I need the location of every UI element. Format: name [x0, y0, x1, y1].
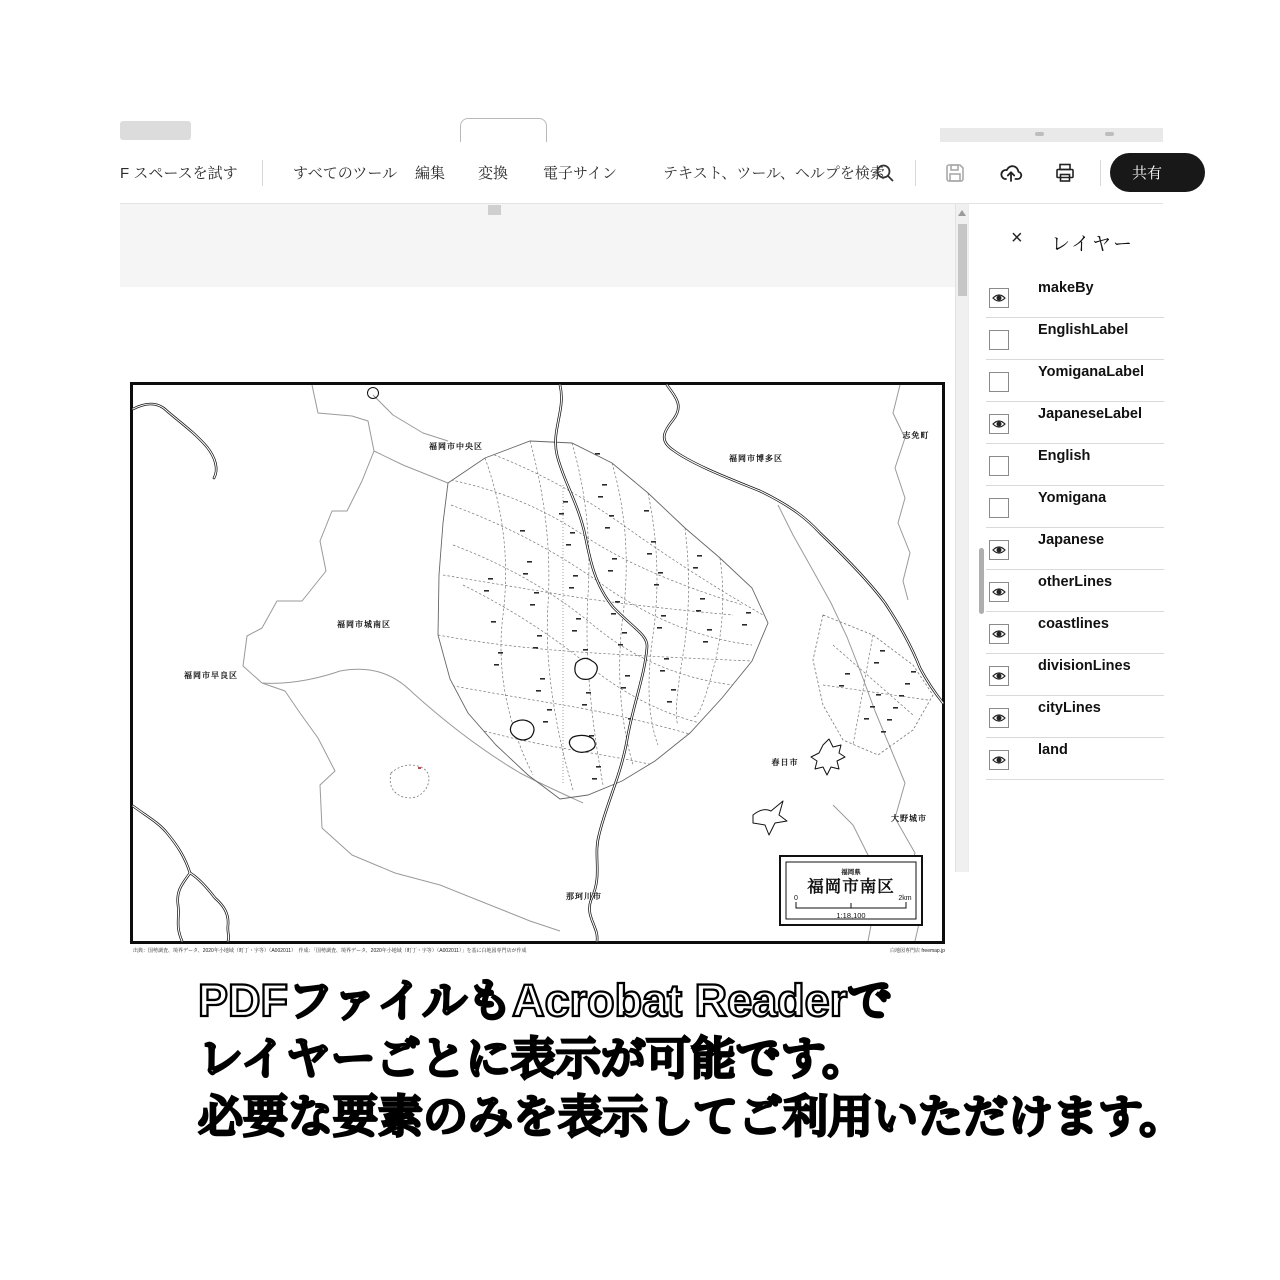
layer-visibility-checkbox[interactable]	[989, 708, 1009, 728]
layer-label: land	[1038, 742, 1068, 758]
eye-icon	[992, 713, 1006, 723]
layer-row-otherLines[interactable]	[969, 570, 1164, 612]
label-shime-town: 志免町	[902, 431, 930, 440]
layer-visibility-checkbox[interactable]	[989, 456, 1009, 476]
search-icon[interactable]	[868, 156, 902, 190]
layer-visibility-checkbox[interactable]	[989, 750, 1009, 770]
map-legend	[780, 856, 922, 925]
map-attribution-left: 出典：国勢調査、境界データ、2020年小地域（町丁・字等）（A002011） 作成：「国勢調査、境界データ、2020年小地域（町丁・字等）（A002011）」を基に白地図専門店が作成	[133, 948, 527, 954]
layer-row-makeBy[interactable]	[969, 276, 1164, 318]
eye-icon	[992, 587, 1006, 597]
layer-row-Yomigana[interactable]	[969, 486, 1164, 528]
print-icon[interactable]	[1048, 156, 1082, 190]
document-pane	[120, 204, 955, 954]
cropped-tab-fragment	[120, 121, 191, 140]
eye-icon	[992, 293, 1006, 303]
divider	[915, 160, 916, 186]
layer-visibility-checkbox[interactable]	[989, 540, 1009, 560]
layer-visibility-checkbox[interactable]	[989, 414, 1009, 434]
divider	[986, 779, 1164, 780]
layers-panel	[968, 204, 1163, 872]
menu-esign[interactable]: 電子サイン	[543, 165, 617, 182]
divider	[262, 160, 263, 186]
scroll-up-arrow-icon[interactable]	[958, 210, 966, 216]
acrobat-window	[120, 118, 1163, 954]
legend-title: 福岡市南区	[807, 878, 895, 896]
caption-line: レイヤーごとに表示が可能です。	[198, 1033, 868, 1084]
caption-line: PDFファイルもAcrobat Readerで	[198, 975, 893, 1026]
divider	[1100, 160, 1101, 186]
pdf-page	[120, 287, 955, 954]
horizontal-scrollbar-thumb[interactable]	[488, 205, 501, 215]
caption-text	[198, 972, 1198, 1146]
layer-visibility-checkbox[interactable]	[989, 624, 1009, 644]
layers-panel-title: レイヤー	[1051, 234, 1135, 255]
layer-label: JapaneseLabel	[1038, 406, 1142, 422]
layer-row-cityLines[interactable]	[969, 696, 1164, 738]
layer-visibility-checkbox[interactable]	[989, 372, 1009, 392]
save-icon[interactable]	[938, 156, 972, 190]
layer-row-EnglishLabel[interactable]	[969, 318, 1164, 360]
eye-icon	[992, 629, 1006, 639]
share-button[interactable]: 共有	[1110, 153, 1205, 192]
label-chuo-ward: 福岡市中央区	[429, 442, 483, 451]
layer-label: cityLines	[1038, 700, 1101, 716]
map-canvas	[133, 385, 942, 941]
label-jonan-ward: 福岡市城南区	[337, 620, 391, 629]
layer-row-Japanese[interactable]	[969, 528, 1164, 570]
layer-visibility-checkbox[interactable]	[989, 498, 1009, 518]
layer-row-land[interactable]	[969, 738, 1164, 780]
layer-row-JapaneseLabel[interactable]	[969, 402, 1164, 444]
layer-visibility-checkbox[interactable]	[989, 330, 1009, 350]
menu-edit[interactable]: 編集	[415, 165, 446, 182]
layer-label: EnglishLabel	[1038, 322, 1129, 338]
eye-icon	[992, 671, 1006, 681]
layer-visibility-checkbox[interactable]	[989, 288, 1009, 308]
try-pdf-spaces-button[interactable]: F スペースを試す	[120, 165, 238, 182]
vertical-scrollbar-thumb[interactable]	[958, 224, 967, 296]
map-attribution-right: 白地図専門店 freemap.jp	[889, 948, 945, 954]
subdivision-labels	[484, 453, 916, 780]
eye-icon	[992, 545, 1006, 555]
legend-scale-right: 2km	[898, 895, 912, 902]
cropped-tab	[460, 118, 547, 142]
label-nakagawa-city: 那珂川市	[566, 892, 602, 901]
layer-row-YomiganaLabel[interactable]	[969, 360, 1164, 402]
search-input[interactable]: テキスト、ツール、ヘルプを検索	[663, 165, 885, 182]
legend-scale-left: 0	[794, 895, 798, 902]
layer-label: English	[1038, 448, 1091, 464]
caption-line: 必要な要素のみを表示してご利用いただけます。	[198, 1091, 1185, 1142]
layer-label: YomiganaLabel	[1038, 364, 1145, 380]
layer-label: Japanese	[1038, 532, 1105, 548]
label-hakata-ward: 福岡市博多区	[729, 454, 783, 463]
layer-label: makeBy	[1038, 280, 1094, 296]
chrome-dash	[1105, 132, 1114, 136]
eye-icon	[992, 419, 1006, 429]
label-sawara-ward: 福岡市早良区	[184, 671, 238, 680]
layer-visibility-checkbox[interactable]	[989, 582, 1009, 602]
layer-row-divisionLines[interactable]	[969, 654, 1164, 696]
menu-convert[interactable]: 変換	[478, 165, 509, 182]
close-icon[interactable]: ×	[1011, 227, 1023, 249]
label-onojo-city: 大野城市	[891, 814, 927, 823]
division-lines	[390, 441, 933, 799]
map-frame	[130, 382, 945, 944]
chrome-dash	[1035, 132, 1044, 136]
legend-scale-ratio: 1:18,100	[836, 911, 866, 920]
vertical-scrollbar[interactable]	[955, 204, 968, 872]
layer-label: divisionLines	[1038, 658, 1131, 674]
layer-label: coastlines	[1038, 616, 1109, 632]
legend-prefecture: 福岡県	[841, 869, 861, 876]
menu-all-tools[interactable]: すべてのツール	[293, 165, 398, 182]
label-kasuga-city: 春日市	[771, 758, 799, 767]
upload-cloud-icon[interactable]	[994, 156, 1028, 190]
layer-label: otherLines	[1038, 574, 1113, 590]
layer-row-English[interactable]	[969, 444, 1164, 486]
toolbar	[120, 142, 1163, 203]
eye-icon	[992, 755, 1006, 765]
layer-row-coastlines[interactable]	[969, 612, 1164, 654]
cropped-chrome-strip	[940, 128, 1163, 142]
layer-label: Yomigana	[1038, 490, 1107, 506]
layer-visibility-checkbox[interactable]	[989, 666, 1009, 686]
